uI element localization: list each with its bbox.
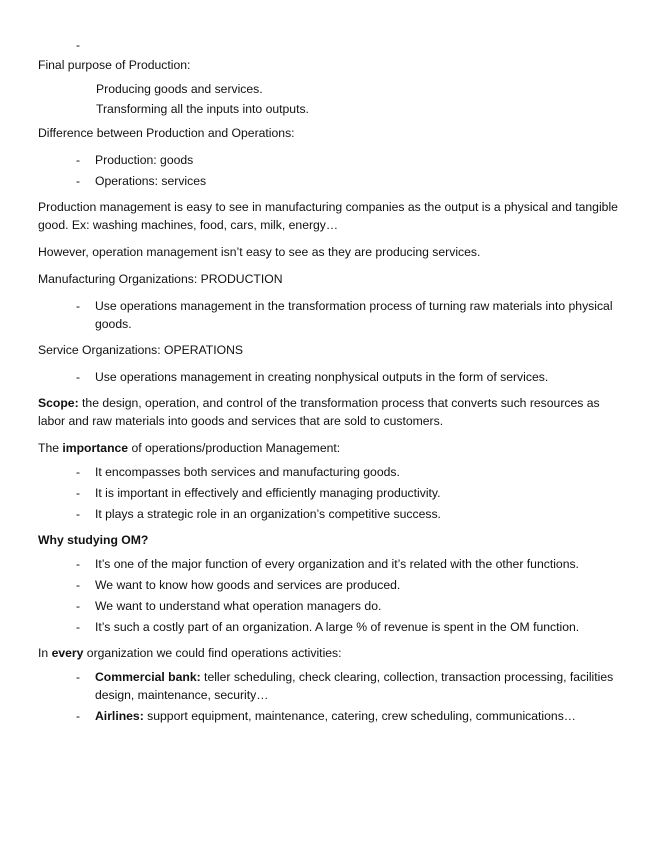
list-item: - Use operations management in the transformation process of turning raw materials into physical goods. xyxy=(76,299,613,331)
list-item: - Airlines: support equipment, maintenance, catering, crew scheduling, communications… xyxy=(76,709,576,723)
final-purpose-heading: Final purpose of Production: xyxy=(38,58,191,72)
dash-bullet: - xyxy=(76,599,81,613)
manufacturing-heading: Manufacturing Organizations: PRODUCTION xyxy=(38,272,283,286)
final-purpose-lines xyxy=(96,80,628,118)
operation-management-paragraph: However, operation management isn’t easy to see as they are producing services. xyxy=(38,245,481,259)
dash-bullet: - xyxy=(76,578,81,592)
list-item: - It encompasses both services and manufacturing goods. xyxy=(76,465,400,479)
stray-dash: - xyxy=(76,38,81,52)
dash-bullet: - xyxy=(76,370,81,384)
final-purpose-line: Producing goods and services. xyxy=(96,82,263,96)
dash-bullet: - xyxy=(76,670,81,684)
dash-bullet: - xyxy=(76,153,81,167)
why-om-heading: Why studying OM? xyxy=(38,533,149,547)
service-heading: Service Organizations: OPERATIONS xyxy=(38,343,243,357)
dash-bullet: - xyxy=(76,557,81,571)
scope-text: the design, operation, and control of the transformation process that converts such resources as labor and raw materials into goods and services that are sold to customers. xyxy=(38,396,600,428)
list-item: - Commercial bank: teller scheduling, check clearing, collection, transaction processing, facilities design, maintenance, security… xyxy=(76,670,614,702)
list-item: - It is important in effectively and efficiently managing productivity. xyxy=(76,486,441,500)
difference-heading: Difference between Production and Operations: xyxy=(38,126,295,140)
service-list xyxy=(38,368,628,386)
list-item: - Production: goods xyxy=(76,153,194,167)
importance-heading: The importance of operations/production Management: xyxy=(38,441,341,455)
dash-bullet: - xyxy=(76,507,81,521)
every-org-list xyxy=(38,668,628,725)
why-om-list xyxy=(38,555,628,636)
list-item: - Operations: services xyxy=(76,174,207,188)
dash-bullet: - xyxy=(76,709,81,723)
list-item: - It’s such a costly part of an organization. A large % of revenue is spent in the OM function. xyxy=(76,620,580,634)
scope-paragraph xyxy=(38,394,628,430)
list-item: - It’s one of the major function of every organization and it’s related with the other functions. xyxy=(76,557,579,571)
every-org-heading: In every organization we could find operations activities: xyxy=(38,646,342,660)
importance-list xyxy=(38,463,628,523)
list-item: - We want to understand what operation managers do. xyxy=(76,599,382,613)
manufacturing-list xyxy=(38,297,628,333)
final-purpose-line: Transforming all the inputs into outputs. xyxy=(96,102,309,116)
list-item: - Use operations management in creating nonphysical outputs in the form of services. xyxy=(76,370,549,384)
dash-bullet: - xyxy=(76,486,81,500)
list-item: - We want to know how goods and services are produced. xyxy=(76,578,401,592)
document-page xyxy=(38,36,628,733)
dash-bullet: - xyxy=(76,465,81,479)
production-management-paragraph: Production management is easy to see in manufacturing companies as the output is a physical and tangible good. Ex: washing machines, food, cars, milk, energy… xyxy=(38,200,618,232)
scope-label: Scope: xyxy=(38,396,79,410)
dash-bullet: - xyxy=(76,299,81,313)
dash-bullet: - xyxy=(76,174,81,188)
list-item: - It plays a strategic role in an organization’s competitive success. xyxy=(76,507,441,521)
difference-list xyxy=(38,151,628,190)
dash-bullet: - xyxy=(76,620,81,634)
